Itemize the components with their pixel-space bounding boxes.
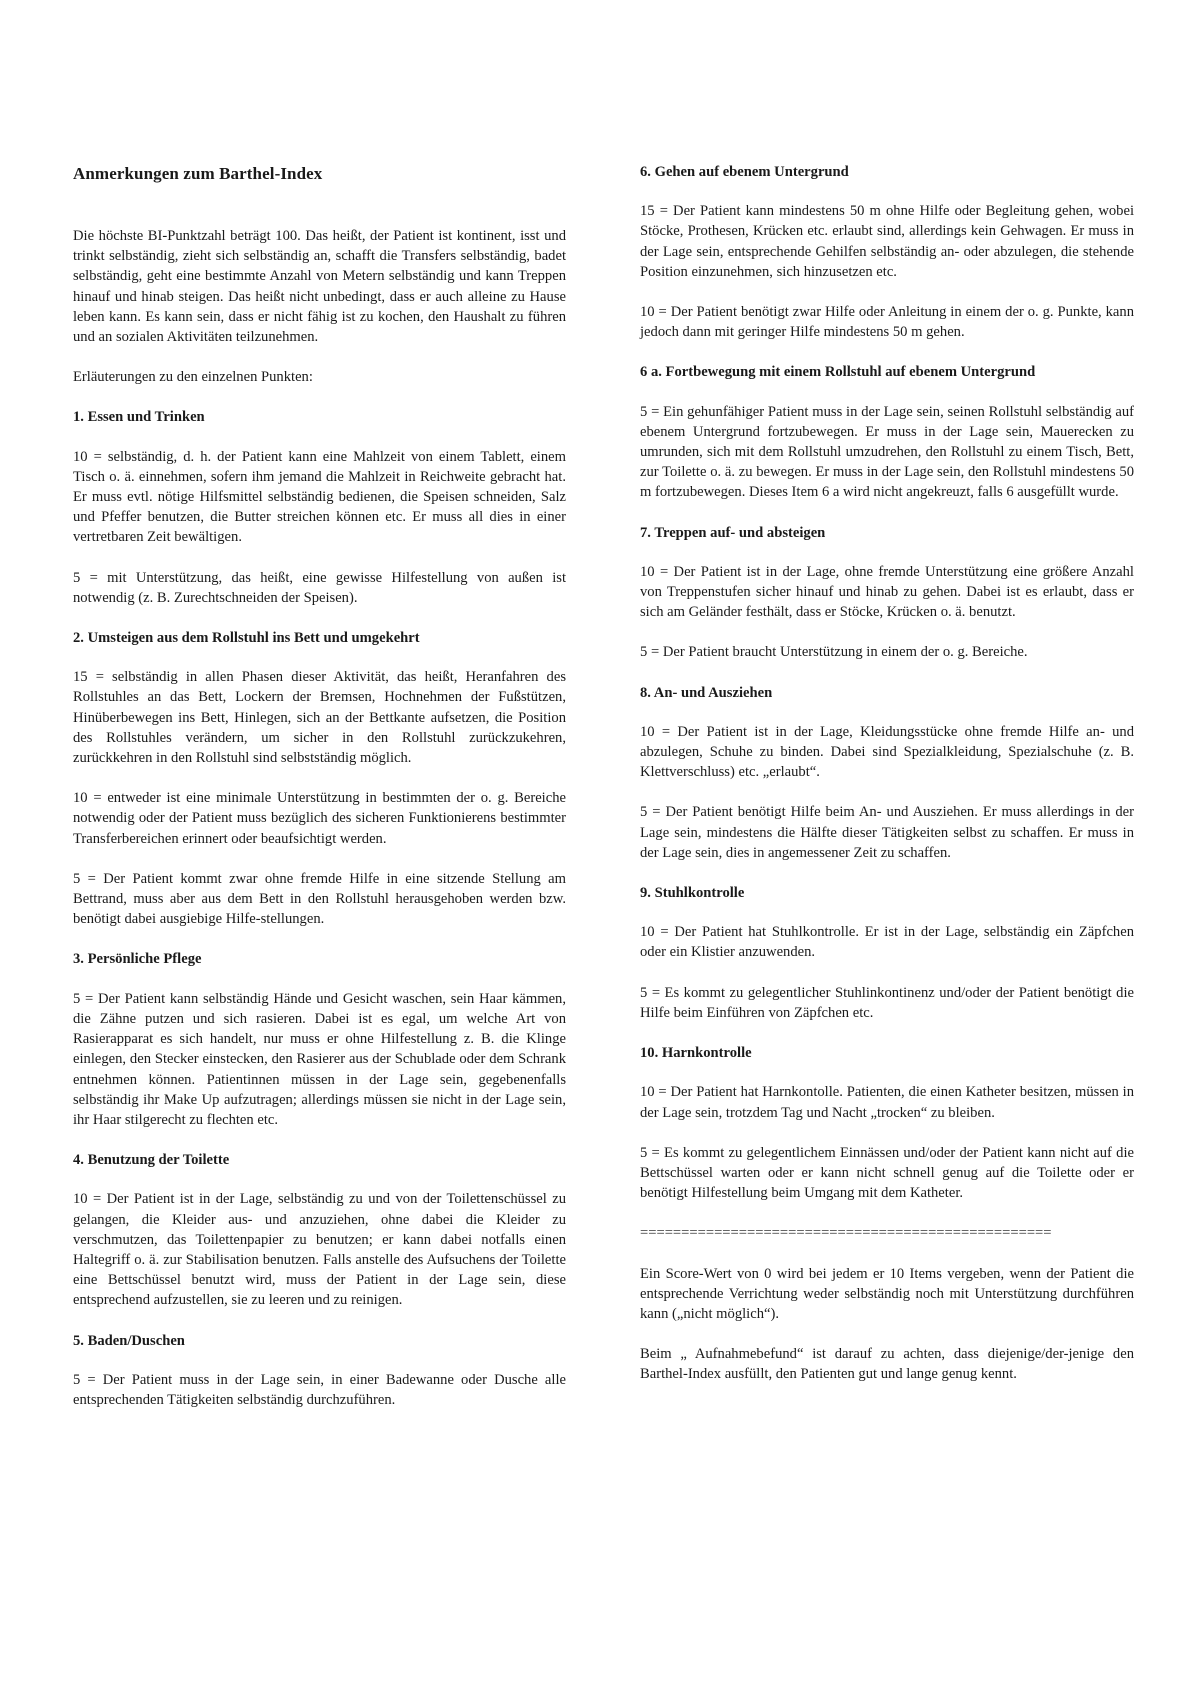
paragraph: 10 = Der Patient hat Stuhlkontrolle. Er ist in der Lage, selbständig ein Zäpfchen oder ein Klistier anzuwenden.	[640, 924, 1134, 961]
section-heading: 6. Gehen auf ebenem Untergrund	[640, 164, 849, 180]
paragraph: 5 = Der Patient benötigt Hilfe beim An- und Ausziehen. Er muss allerdings in der Lage sein, mindestens die Hälfte dieser Tätigkeiten selbst zu schaffen. Er muss in der Lage sein, dies in angemessener Zeit zu schaffen.	[640, 804, 1134, 861]
paragraph: Erläuterungen zu den einzelnen Punkten:	[73, 369, 313, 386]
right-column-body	[640, 162, 1134, 1385]
paragraph: 10 = Der Patient hat Harnkontolle. Patienten, die einen Katheter besitzen, müssen in der Lage sein, trotzdem Tag und Nacht „trocken“ zu bleiben.	[640, 1084, 1134, 1121]
section-heading: 7. Treppen auf- und absteigen	[640, 524, 826, 541]
paragraph: 10 = Der Patient ist in der Lage, Kleidungsstücke ohne fremde Hilfe an- und abzulegen, Schuhe zu binden. Dabei sind Spezialkleidung, Spezialschuhe (z. B. Klettverschluss) etc. „erlaubt“.	[640, 723, 1134, 781]
paragraph: Beim „ Aufnahmebefund“ ist darauf zu achten, dass diejenige/der-jenige den Barthel-Index ausfüllt, den Patienten gut und lange genug kennt.	[640, 1346, 1134, 1383]
paragraph: 10 = Der Patient ist in der Lage, selbständig zu und von der Toilettenschüssel zu gelangen, die Kleider aus- und anzuziehen, ohne dabei die Kleider zu verschmutzen, das Toilettenpapier zu benutzen; er kann dabei notfalls einen Haltegriff o. ä. zur Stabilisation benutzen. Falls anstelle des Aufsuchens der Toilette eine Bettschüssel benutzt wird, muss der Patient in der Lage sein, diese entsprechend aufzustellen, sie zu leeren und zu reinigen.	[73, 1191, 566, 1309]
section-heading: 9. Stuhlkontrolle	[640, 885, 745, 902]
paragraph: 10 = Der Patient ist in der Lage, ohne fremde Unterstützung eine größere Anzahl von Treppenstufen sicher hinauf und hinab zu gehen. Dabei ist es erlaubt, dass er sich am Geländer festhält, dass er Stöcke, Krücken o. ä. benutzt.	[640, 563, 1134, 621]
paragraph: 15 = selbständig in allen Phasen dieser Aktivität, das heißt, Heranfahren des Rollstuhles an das Bett, Lockern der Bremsen, Hochnehmen der Fußstützen, Hinüberbewegen ins Bett, Hinlegen, sich an der Bettkante aufsetzen, die Position des Rollstuhles verändern, um sicher in den Rollstuhl zurückzukehren, zurückkehren in den Rollstuhl sind selbstständig möglich.	[73, 669, 566, 767]
section-heading: 1. Essen und Trinken	[73, 409, 205, 426]
paragraph: 5 = Der Patient braucht Unterstützung in einem der o. g. Bereiche.	[640, 644, 1028, 661]
paragraph: Die höchste BI-Punktzahl beträgt 100. Das heißt, der Patient ist kontinent, isst und trinkt selbständig, zieht sich selbständig an, schafft die Transfers selbständig, badet selbständig, geht eine bestimmte Anzahl von Metern selbständig und kann Treppen hinauf und hinab steigen. Das heißt nicht unbedingt, dass er auch alleine zu Hause leben kann. Es kann sein, dass er nicht fähig ist zu kochen, den Haushalt zu führen und an sozialen Aktivitäten teilzunehmen.	[73, 228, 566, 346]
paragraph: 5 = Der Patient kommt zwar ohne fremde Hilfe in eine sitzende Stellung am Bettrand, muss aber aus dem Bett in den Rollstuhl herausgehoben werden bzw. benötigt dabei ausgiebige Hilfe-stellungen.	[73, 870, 566, 928]
separator-line: ==================================================	[640, 1225, 1052, 1242]
paragraph: 10 = selbständig, d. h. der Patient kann eine Mahlzeit von einem Tablett, einem Tisch o. ä. einnehmen, sofern ihm jemand die Mahlzeit in Reichweite gebracht hat. Er muss evtl. nötige Hilfsmittel selbständig bedienen, die Speisen schneiden, Salz und Pfeffer benutzen, die Butter streichen können etc. Er muss all dies in einer vertretbaren Zeit bewältigen.	[73, 448, 566, 546]
paragraph: 10 = entweder ist eine minimale Unterstützung in bestimmten der o. g. Bereiche notwendig oder der Patient muss bezüglich des sicheren Funktionierens bestimmter Transferbereichen erinnert oder beaufsichtigt werden.	[73, 790, 566, 847]
left-column-body	[73, 226, 566, 1410]
paragraph: 5 = Der Patient muss in der Lage sein, in einer Badewanne oder Dusche alle entsprechenden Tätigkeiten selbständig durchzuführen.	[73, 1371, 566, 1408]
right-column	[640, 162, 1134, 1405]
paragraph: 5 = Der Patient kann selbständig Hände und Gesicht waschen, sein Haar kämmen, die Zähne putzen und sich rasieren. Dabei ist es egal, um welche Art von Rasierapparat es sich handelt, nur muss er ohne Hilfestellung z. B. die Klinge einlegen, den Stecker einstecken, den Rasierer aus der Schublade oder dem Schrank entnehmen können. Patientinnen müssen in der Lage sein, gegebenenfalls selbständig ihr Make Up aufzutragen; allerdings müssen sie nicht in der Lage sein, ihr Haar stilgerecht zu flechten etc.	[73, 990, 566, 1128]
section-heading: 10. Harnkontrolle	[640, 1045, 752, 1062]
section-heading: 2. Umsteigen aus dem Rollstuhl ins Bett und umgekehrt	[73, 630, 420, 647]
left-column	[73, 164, 566, 1430]
section-heading: 3. Persönliche Pflege	[73, 951, 202, 968]
paragraph: 5 = mit Unterstützung, das heißt, eine gewisse Hilfestellung von außen ist notwendig (z. B. Zurechtschneiden der Speisen).	[73, 569, 566, 606]
paragraph: 5 = Es kommt zu gelegentlicher Stuhlinkontinenz und/oder der Patient benötigt die Hilfe beim Einführen von Zäpfchen etc.	[640, 984, 1134, 1021]
paragraph: 15 = Der Patient kann mindestens 50 m ohne Hilfe oder Begleitung gehen, wobei Stöcke, Prothesen, Krücken etc. erlaubt sind, allerdings kein Gehwagen. Er muss in der Lage sein, entsprechende Gehilfen selbständig an- oder abzulegen, die stehende Position einzunehmen, sich hinzusetzen etc.	[640, 203, 1134, 280]
section-heading: 6 a. Fortbewegung mit einem Rollstuhl auf ebenem Untergrund	[640, 364, 1036, 381]
paragraph: Ein Score-Wert von 0 wird bei jedem er 10 Items vergeben, wenn der Patient die entsprechende Verrichtung weder selbständig noch mit Unterstützung durchführen kann („nicht möglich“).	[640, 1265, 1134, 1322]
section-heading: 5. Baden/Duschen	[73, 1332, 185, 1349]
paragraph: 5 = Ein gehunfähiger Patient muss in der Lage sein, seinen Rollstuhl selbständig auf ebenem Untergrund fortzubewegen. Er muss in der Lage sein, Mauerecken zu umrunden, sich mit dem Rollstuhl umzudrehen, den Rollstuhl zu einem Tisch, Bett, zur Toilette o. ä. zu bewegen. Er muss in der Lage sein, den Rollstuhl mindestens 50 m fortzubewegen. Dieses Item 6 a wird nicht angekreuzt, falls 6 ausgefüllt wurde.	[640, 403, 1134, 501]
section-heading: 8. An- und Ausziehen	[640, 684, 773, 701]
section-heading: 4. Benutzung der Toilette	[73, 1152, 230, 1169]
document-title: Anmerkungen zum Barthel-Index	[73, 164, 323, 183]
paragraph: 10 = Der Patient benötigt zwar Hilfe oder Anleitung in einem der o. g. Punkte, kann jedoch dann mit geringer Hilfe mindestens 50 m gehen.	[640, 304, 1134, 341]
paragraph: 5 = Es kommt zu gelegentlichem Einnässen und/oder der Patient kann nicht auf die Bettschüssel warten oder er kann nicht schnell genug auf die Toilette oder er benötigt Hilfestellung beim Umgang mit dem Katheter.	[640, 1144, 1134, 1202]
